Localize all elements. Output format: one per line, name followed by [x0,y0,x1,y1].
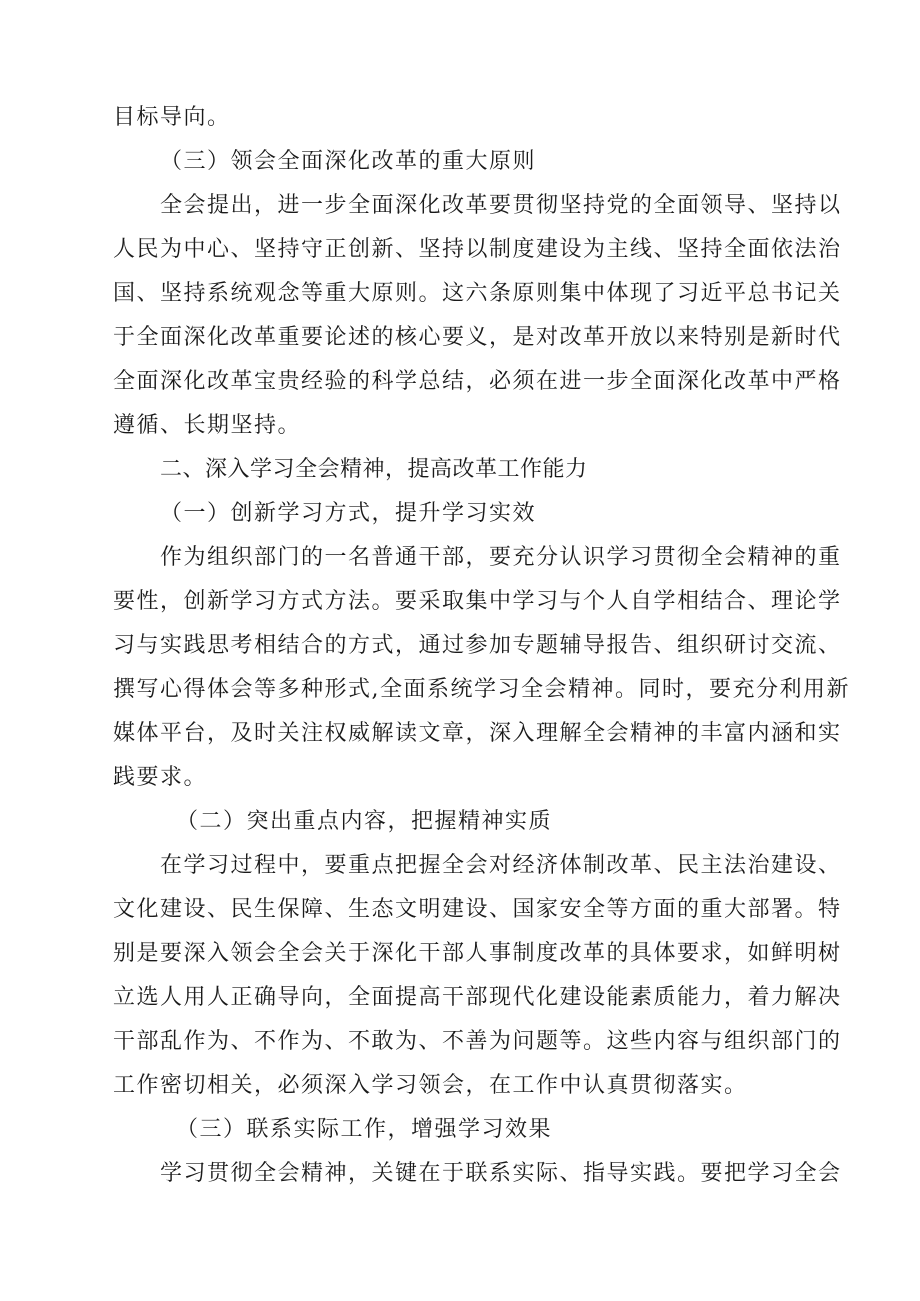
text-line: （三）联系实际工作，增强学习效果 [176,1117,553,1142]
text-line: 立选人用人正确导向，全面提高干部现代化建设能素质能力，着力解决 [113,985,842,1010]
text-line: 国、坚持系统观念等重大原则。这六条原则集中体现了习近平总书记关 [113,281,842,306]
text-line: 作为组织部门的一名普通干部，要充分认识学习贯彻全会精神的重 [160,545,842,570]
text-line: 习与实践思考相结合的方式，通过参加专题辅导报告、组织研讨交流、 [113,633,842,658]
text-line: 干部乱作为、不作为、不敢为、不善为问题等。这些内容与组织部门的 [113,1029,842,1054]
text-line: （一）创新学习方式，提升学习实效 [160,501,537,526]
text-line: （二）突出重点内容，把握精神实质 [176,809,553,834]
text-line: （三）领会全面深化改革的重大原则 [160,149,537,174]
text-line: 别是要深入领会全会关于深化干部人事制度改革的具体要求，如鲜明树 [113,941,842,966]
text-line: 在学习过程中，要重点把握全会对经济体制改革、民主法治建设、 [160,853,842,878]
text-line: 全面深化改革宝贵经验的科学总结，必须在进一步全面深化改革中严格 [113,369,842,394]
section-heading: 二、深入学习全会精神，提高改革工作能力 [160,457,588,482]
text-line: 要性，创新学习方式方法。要采取集中学习与个人自学相结合、理论学 [113,589,842,614]
text-line: 文化建设、民生保障、生态文明建设、国家安全等方面的重大部署。特 [113,897,842,922]
text-line: 全会提出，进一步全面深化改革要贯彻坚持党的全面领导、坚持以 [160,193,842,218]
text-line: 于全面深化改革重要论述的核心要义，是对改革开放以来特别是新时代 [113,325,842,350]
text-line: 人民为中心、坚持守正创新、坚持以制度建设为主线、坚持全面依法治 [113,237,842,262]
text-line: 媒体平台，及时关注权威解读文章，深入理解全会精神的丰富内涵和实 [113,721,842,746]
text-line: 践要求。 [113,765,208,790]
text-line: 遵循、长期坚持。 [113,413,302,438]
text-line: 工作密切相关，必须深入学习领会，在工作中认真贯彻落实。 [113,1073,748,1098]
text-line: 目标导向。 [113,105,231,130]
text-line: 学习贯彻全会精神，关键在于联系实际、指导实践。要把学习全会 [160,1161,842,1186]
text-line: 撰写心得体会等多种形式,全面系统学习全会精神。同时，要充分利用新 [113,677,850,702]
